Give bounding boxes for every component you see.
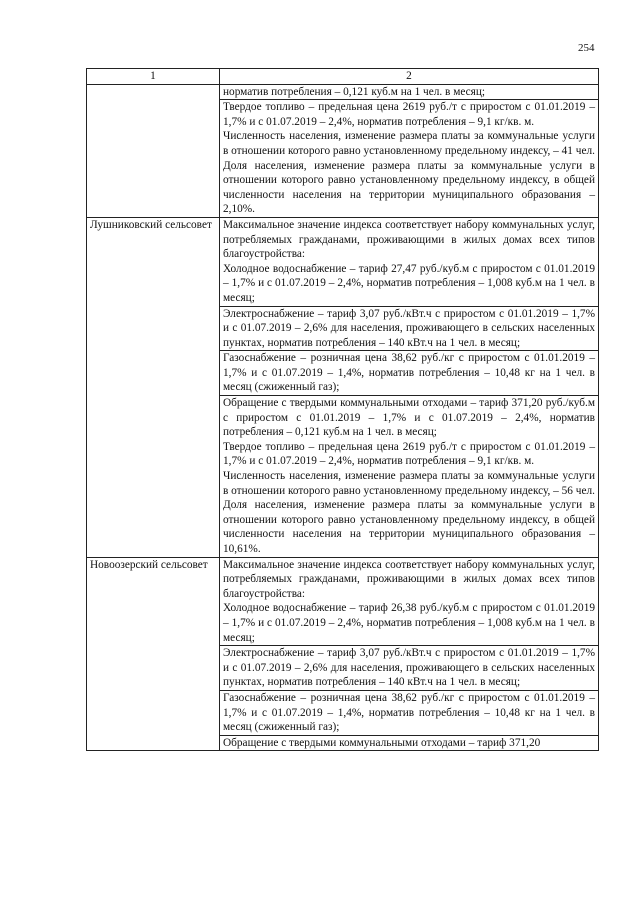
table-row	[87, 557, 599, 751]
table-row	[87, 217, 599, 557]
paragraph: Газоснабжение – розничная цена 38,62 руб./кг с приростом с 01.01.2019 – 1,7% и с 01.07.2019 – 1,4%, норматив потребления – 10,48 кг на 1 чел. в месяц (сжиженный газ);	[223, 352, 595, 394]
paragraph: Обращение с твердыми коммунальными отходами – тариф 371,20	[223, 736, 541, 749]
paragraph: Обращение с твердыми коммунальными отходами – тариф 371,20 руб./куб.м с приростом с 01.01.2019 – 1,7% и с 01.07.2019 – 2,4%, норматив потребления – 0,121 куб.м на 1 чел. в месяц;	[223, 397, 595, 439]
paragraph: Газоснабжение – розничная цена 38,62 руб./кг с приростом с 01.01.2019 – 1,7% и с 01.07.2019 – 1,4%, норматив потребления – 10,48 кг на 1 чел. в месяц (сжиженный газ);	[223, 691, 595, 734]
paragraph: Электроснабжение – тариф 3,07 руб./кВт.ч с приростом с 01.01.2019 – 1,7% и с 01.07.2019 – 2,6% для населения, проживающего в сельских населенных пунктах, норматив потребления – 140 кВт.ч на 1 чел. в месяц;	[223, 307, 595, 349]
paragraph: Максимальное значение индекса соответствует набору коммунальных услуг, потребляемых гражданами, проживающими в жилых домах всех типов благоустройства:	[223, 218, 595, 261]
paragraph: Твердое топливо – предельная цена 2619 руб./т с приростом с 01.01.2019 – 1,7% и с 01.07.2019 – 2,4%, норматив потребления – 9,1 кг/кв. м.	[223, 440, 595, 468]
paragraph: Электроснабжение – тариф 3,07 руб./кВт.ч с приростом с 01.01.2019 – 1,7% и с 01.07.2019 – 2,6% для населения, проживающего в сельских населенных пунктах, норматив потребления – 140 кВт.ч на 1 чел. в месяц;	[223, 647, 595, 689]
paragraph: Доля населения, изменение размера платы за коммунальные услуги в отношении которого равно установленному предельному индексу, в общей численности населения на территории муниципального образования – 2,10%.	[223, 159, 595, 216]
municipality-name	[87, 84, 220, 217]
description-cell	[220, 217, 599, 557]
column-header: 2	[220, 69, 599, 85]
municipality-name: Лушниковский сельсовет	[87, 217, 220, 557]
table-row	[87, 84, 599, 217]
column-header: 1	[87, 69, 220, 85]
description-cell	[220, 84, 599, 217]
paragraph: Холодное водоснабжение – тариф 27,47 руб./куб.м с приростом с 01.01.2019 – 1,7% и с 01.07.2019 – 2,4%, норматив потребления – 1,008 куб.м на 1 чел. в месяц;	[223, 262, 595, 304]
description-cell	[220, 557, 599, 751]
paragraph: Твердое топливо – предельная цена 2619 руб./т с приростом с 01.01.2019 – 1,7% и с 01.07.2019 – 2,4%, норматив потребления – 9,1 кг/кв. м.	[223, 101, 595, 128]
page-number: 254	[578, 42, 595, 54]
paragraph: Максимальное значение индекса соответствует набору коммунальных услуг, потребляемых гражданами, проживающими в жилых домах всех типов благоустройства:	[223, 558, 595, 600]
data-table	[86, 68, 599, 751]
municipality-name: Новоозерский сельсовет	[87, 557, 220, 751]
paragraph: Доля населения, изменение размера платы за коммунальные услуги в отношении которого равно установленному предельному индексу, в общей численности населения на территории муниципального образования – 10,61%.	[223, 499, 595, 555]
paragraph: Численность населения, изменение размера платы за коммунальные услуги в отношении которого равно установленному предельному индексу, – 41 чел.	[223, 130, 595, 157]
paragraph: Численность населения, изменение размера платы за коммунальные услуги в отношении которого равно установленному предельному индексу, – 56 чел.	[223, 470, 595, 497]
paragraph: Холодное водоснабжение – тариф 26,38 руб./куб.м с приростом с 01.01.2019 – 1,7% и с 01.07.2019 – 2,4%, норматив потребления – 1,008 куб.м на 1 чел. в месяц;	[223, 602, 595, 644]
paragraph: норматив потребления – 0,121 куб.м на 1 чел. в месяц;	[223, 85, 486, 98]
table-header-row	[87, 69, 599, 85]
